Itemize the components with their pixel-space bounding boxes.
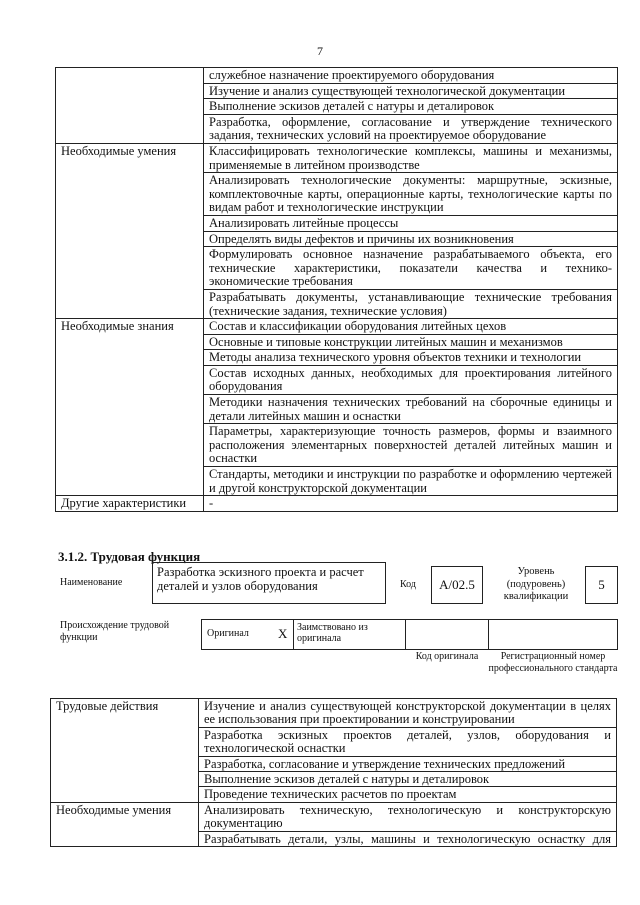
section-title: 3.1.2. Трудовая функция [58,549,201,564]
table-cell: Методики назначения технических требований на сборочные единицы и детали литейных машин и оснастки [204,395,618,424]
table-cell: Разработка эскизных проектов деталей, узлов, оборудования и технологической оснастки [199,727,617,756]
origin-label: Происхождение трудовой функции [60,620,170,643]
table-cell: Выполнение эскизов деталей с натуры и деталировок [204,99,618,115]
name-value: Разработка эскизного проекта и расчет деталей и узлов оборудования [157,565,364,593]
table-cell: Разработка, согласование и утверждение технических предложений [199,756,617,771]
table-cell: Выполнение эскизов деталей с натуры и деталировок [199,772,617,787]
table-row-label [56,68,204,144]
original-label: Оригинал [207,628,249,639]
table-row [56,319,618,335]
table-cell: Стандарты, методики и инструкции по разработке и оформлению чертежей и другой конструкторской документации [204,467,618,496]
table-row [51,699,617,728]
table-row-label: Необходимые умения [51,802,199,846]
table-cell: Состав и классификации оборудования литейных цехов [204,319,618,335]
reg-number-caption: Регистрационный номер профессионального стандарта [488,651,618,674]
table-cell: Разработка, оформление, согласование и утверждение технического задания, технических условий на проектируемое оборудование [204,114,618,143]
table-cell: Основные и типовые конструкции литейных машин и механизмов [204,334,618,350]
level-label: Уровень (подуровень) квалификации [503,566,569,602]
code-value-box [431,566,483,604]
borrowed-label: Заимствовано из оригинала [297,622,368,644]
original-mark: X [278,626,288,641]
reg-number-cell [488,619,618,650]
table-cell: Изучение и анализ существующей конструкторской документации в целях ее использования при проектировании и конструировании [199,699,617,728]
name-value-box [152,562,386,604]
table-row [56,496,618,512]
borrowed-cell [293,619,406,650]
code-original-cell [405,619,489,650]
table-row-label: Трудовые действия [51,699,199,803]
table-cell: Анализировать техническую, технологическую и конструкторскую документацию [199,802,617,831]
code-label: Код [400,579,416,590]
table-row [51,802,617,831]
table-row [56,143,618,172]
original-cell [201,619,294,650]
table-row [56,68,618,84]
table-cell: Разрабатывать документы, устанавливающие технические требования (технические задания, технические условия) [204,289,618,318]
table-row-label: Необходимые умения [56,143,204,318]
table-cell: Анализировать литейные процессы [204,215,618,231]
table-cell: Определять виды дефектов и причины их возникновения [204,231,618,247]
table-row-label: Другие характеристики [56,496,204,512]
table-cell: Формулировать основное назначение разрабатываемого объекта, его технические характеристики, показатели качества и технико-экономические требования [204,247,618,290]
table-cell: Методы анализа технического уровня объектов техники и технологии [204,350,618,366]
table-cell: служебное назначение проектируемого оборудования [204,68,618,84]
level-value: 5 [598,577,605,592]
table-cell: Классифицировать технологические комплексы, машины и механизмы, применяемые в литейном производстве [204,143,618,172]
table-cell: Анализировать технологические документы: маршрутные, эскизные, комплектовочные карты, операционные карты, технологические карты по видам работ и технологические инструкции [204,173,618,216]
code-value: A/02.5 [439,577,475,592]
table-cell: Изучение и анализ существующей технологической документации [204,83,618,99]
table-cell: - [204,496,618,512]
level-value-box [585,566,618,604]
code-original-caption: Код оригинала [415,651,479,662]
labor-actions-table [50,698,617,847]
name-label: Наименование [60,577,123,588]
table-cell: Состав исходных данных, необходимых для проектирования литейного оборудования [204,365,618,394]
table-row-label: Необходимые знания [56,319,204,496]
page-number: 7 [317,44,323,58]
table-cell: Параметры, характеризующие точность размеров, формы и взаимного расположения элементарных поверхностей деталей литейных машин и оснастки [204,424,618,467]
table-cell: Проведение технических расчетов по проектам [199,787,617,802]
skills-table [55,67,618,512]
table-cell: Разрабатывать детали, узлы, машины и технологическую оснастку для [199,831,617,846]
